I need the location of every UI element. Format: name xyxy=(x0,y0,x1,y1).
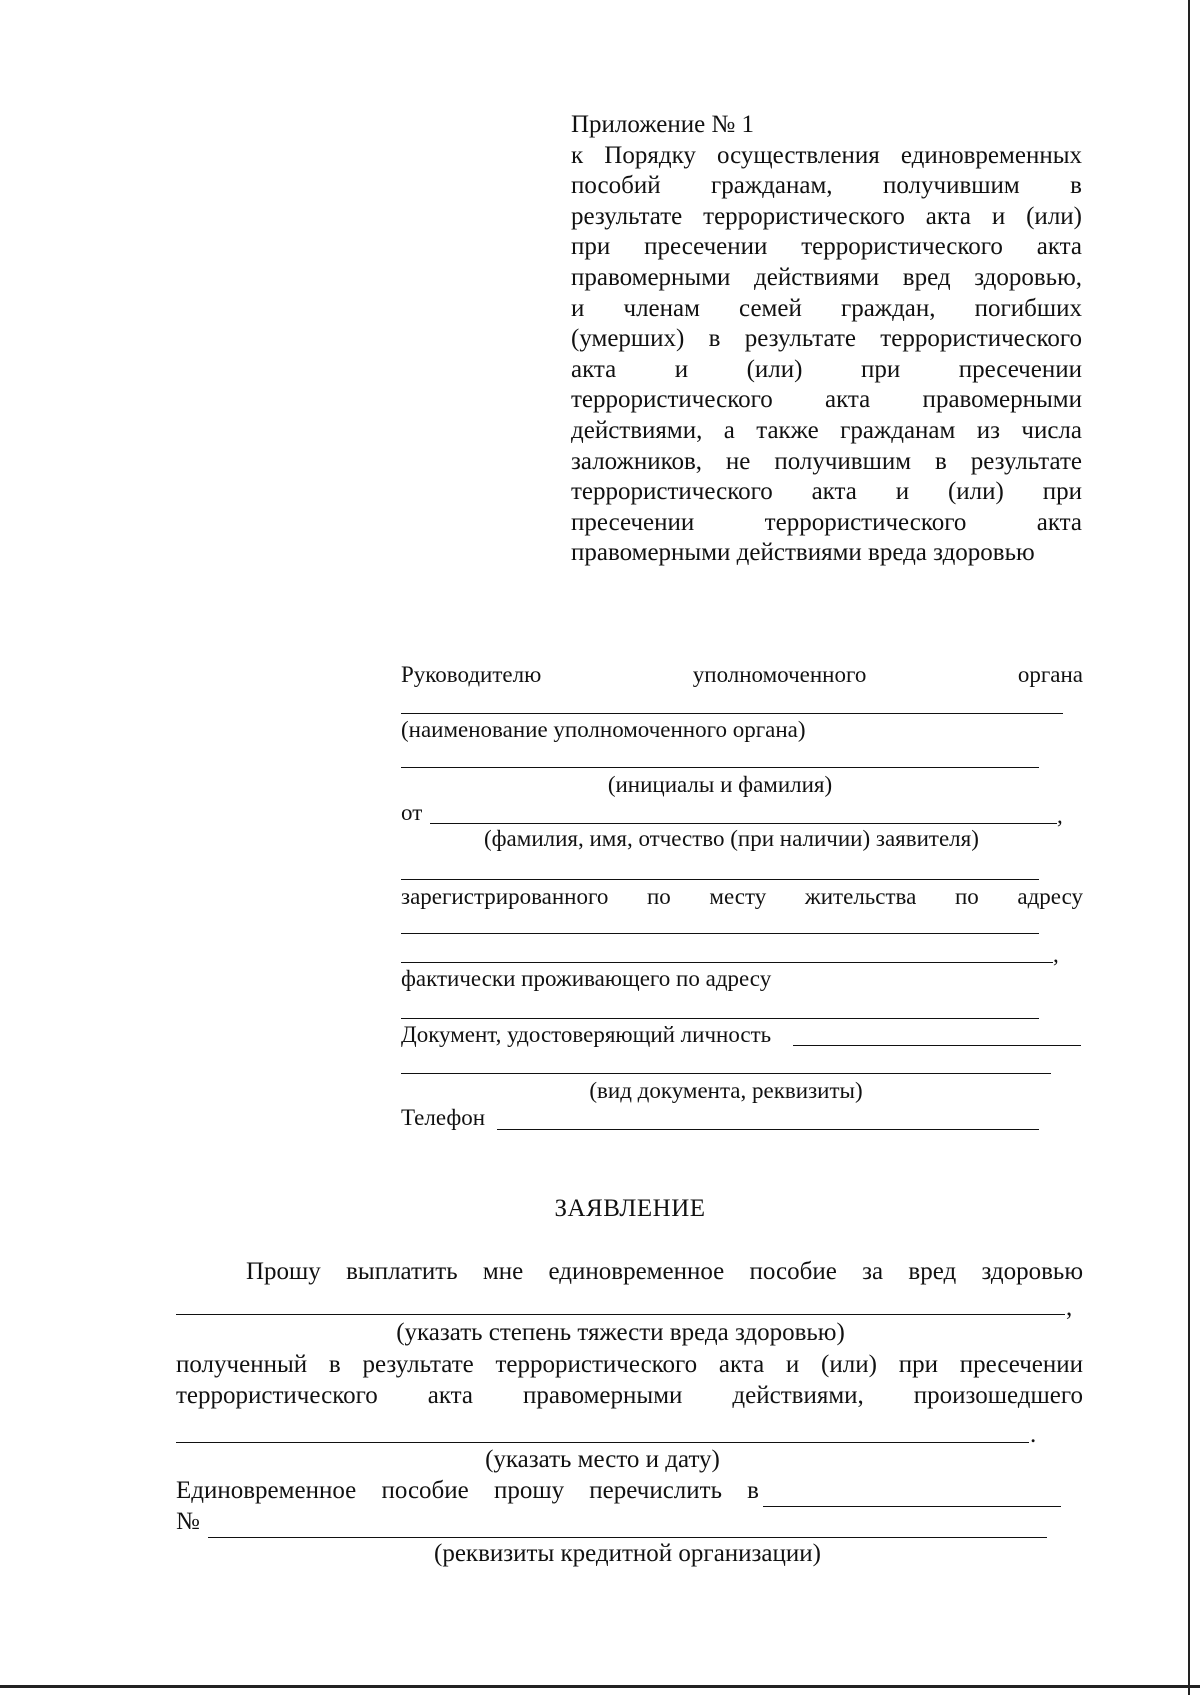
applicant-comma: , xyxy=(1057,803,1063,828)
org-name-line[interactable] xyxy=(401,713,1063,714)
registered-address-line-2[interactable] xyxy=(401,962,1053,963)
page-bottom-edge xyxy=(0,1685,1200,1688)
caption-initials: (инициалы и фамилия) xyxy=(607,772,833,797)
id-document-line-2[interactable] xyxy=(401,1073,1051,1074)
caption-bank: (реквизиты кредитной организации) xyxy=(434,1540,821,1567)
request-text: Прошу выплатить мне единовременное пособие за вред здоровью xyxy=(246,1258,1083,1285)
appendix-line: действиями, а также гражданам из числа xyxy=(571,416,1082,444)
appendix-line: результате террористического акта и (или) xyxy=(571,202,1082,230)
phone-label: Телефон xyxy=(401,1105,486,1130)
appendix-line: правомерными действиями вред здоровью, xyxy=(571,263,1082,291)
appendix-title: Приложение № 1 xyxy=(571,111,755,138)
caption-org: (наименование уполномоченного органа) xyxy=(401,717,806,742)
transfer-text: Единовременное пособие прошу перечислить в xyxy=(176,1477,759,1504)
caption-severity: (указать степень тяжести вреда здоровью) xyxy=(396,1319,845,1346)
severity-line[interactable] xyxy=(176,1314,1065,1315)
initials-line[interactable] xyxy=(401,767,1039,768)
phone-line[interactable] xyxy=(497,1129,1039,1130)
place-date-line[interactable] xyxy=(176,1442,1029,1443)
appendix-line: и членам семей граждан, погибших xyxy=(571,294,1082,322)
appendix-line: при пресечении террористического акта xyxy=(571,233,1082,261)
received-line-1: полученный в результате террористического акта и (или) при пресечении xyxy=(176,1351,1083,1378)
appendix-line: акта и (или) при пресечении xyxy=(571,355,1082,383)
place-period: . xyxy=(1030,1421,1037,1448)
received-line-2: террористического акта правомерными действиями, произошедшего xyxy=(176,1382,1083,1409)
caption-doc: (вид документа, реквизиты) xyxy=(589,1078,863,1103)
appendix-line: пресечении террористического акта xyxy=(571,508,1082,536)
appendix-line: террористического акта правомерными xyxy=(571,386,1082,414)
registered-address-line[interactable] xyxy=(401,933,1039,934)
id-document-label: Документ, удостоверяющий личность xyxy=(401,1022,772,1047)
severity-comma: , xyxy=(1066,1294,1073,1321)
registered-label: зарегистрированного по месту жительства по адресу xyxy=(401,884,1083,909)
statement-heading: ЗАЯВЛЕНИЕ xyxy=(554,1195,706,1222)
appendix-line: (умерших) в результате террористического xyxy=(571,325,1082,353)
applicant-line-2[interactable] xyxy=(401,879,1039,880)
appendix-line: пособий гражданам, получившим в xyxy=(571,172,1082,200)
page-right-edge xyxy=(1188,0,1190,1695)
from-label: от xyxy=(401,800,423,825)
number-label: № xyxy=(176,1508,200,1535)
appendix-block xyxy=(571,110,1082,569)
appendix-line: правомерными действиями вреда здоровью xyxy=(571,539,1035,567)
id-document-line[interactable] xyxy=(793,1045,1081,1046)
appendix-line: к Порядку осуществления единовременных xyxy=(571,141,1082,169)
caption-place: (указать место и дату) xyxy=(485,1446,720,1473)
actual-address-label: фактически проживающего по адресу xyxy=(401,966,772,991)
appendix-line: заложников, не получившим в результате xyxy=(571,447,1082,475)
actual-address-line[interactable] xyxy=(401,1018,1039,1019)
appendix-line: террористического акта и (или) при xyxy=(571,478,1082,506)
applicant-line[interactable] xyxy=(430,823,1057,824)
addressee-head: Руководителю уполномоченного органа xyxy=(401,662,1083,687)
caption-applicant: (фамилия, имя, отчество (при наличии) заявителя) xyxy=(484,826,979,851)
bank-line[interactable] xyxy=(763,1506,1061,1507)
address-comma: , xyxy=(1053,942,1059,967)
bank-details-line[interactable] xyxy=(208,1537,1047,1538)
